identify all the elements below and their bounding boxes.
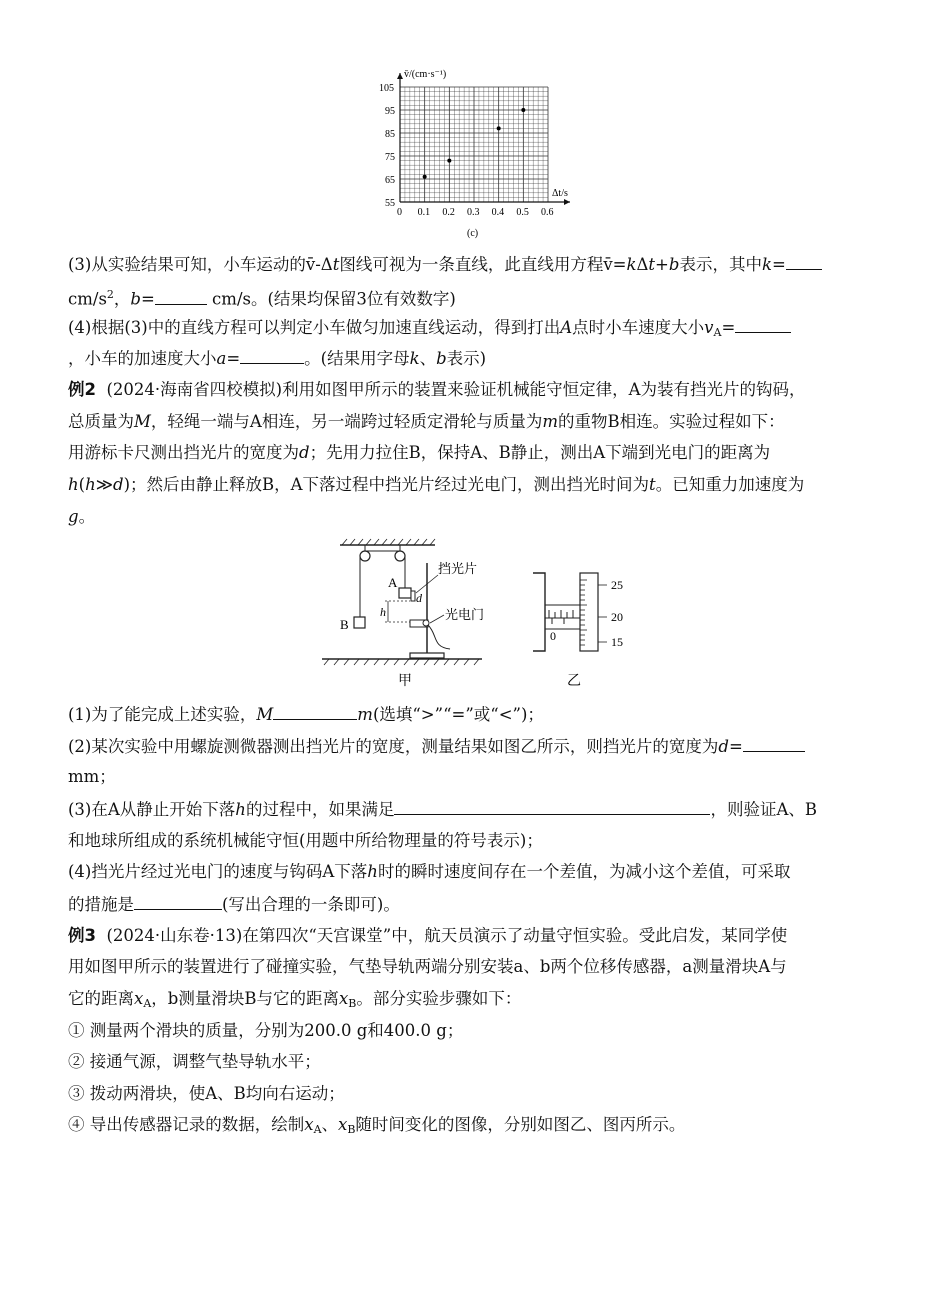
graph-c: [360, 66, 600, 244]
chart-ticks: [379, 83, 554, 218]
answer-blank-b[interactable]: [155, 287, 207, 305]
data-point: [497, 126, 501, 130]
chart-axes: [397, 73, 570, 205]
example-label: 例2: [68, 380, 96, 399]
y-tick-label: 105: [379, 83, 394, 94]
floor-hatch: [324, 659, 479, 665]
ex3-step2: ② 接通气源，调整气垫导轨水平；: [68, 1052, 321, 1071]
answer-blank-compare[interactable]: [273, 702, 357, 720]
label-photogate: 光电门: [445, 607, 485, 622]
ex2-line4: h(h≫d)；然后由静止释放B，A下落过程中挡光片经过光电门，测出挡光时间为t。已知重力加速度为: [68, 475, 805, 494]
y-tick-label: 85: [385, 129, 395, 140]
ex2-line3: 用游标卡尺测出挡光片的宽度为d；先用力拉住B，保持A、B静止，测出A下端到光电门的距离为: [68, 443, 771, 462]
answer-blank-k[interactable]: [786, 252, 822, 270]
ex3-step3: ③ 拨动两滑块，使A、B均向右运动；: [68, 1084, 345, 1103]
ex3-line2: 用如图甲所示的装置进行了碰撞实验，气垫导轨两端分别安装a、b两个位移传感器，a测量滑块A与: [68, 957, 787, 976]
y-tick-label: 95: [385, 106, 395, 117]
y-axis-arrow: [397, 73, 403, 79]
x-axis-arrow: [564, 199, 570, 205]
answer-blank-va[interactable]: [735, 315, 791, 333]
ex3-line3: 它的距离$x_A$，b测量滑块B与它的距离$x_B$。部分实验步骤如下：: [68, 989, 522, 1010]
y-tick-label: 65: [385, 175, 395, 186]
ex2-q1: (1)为了能完成上述实验，M m(选填“>”“=”或“<”)；: [68, 702, 544, 727]
photogate-cable: [428, 625, 450, 649]
ex3-line1: 例3 (2024·山东卷·13)在第四次“天宫课堂”中，航天员演示了动量守恒实验。受此启发，某同学使: [68, 926, 788, 945]
answer-blank-measure[interactable]: [134, 892, 222, 910]
x-tick-label: 0: [397, 207, 402, 218]
y-tick-label: 75: [385, 152, 395, 163]
pulley-left: [360, 551, 370, 561]
weight-b: [354, 617, 365, 628]
label-a: A: [388, 575, 398, 590]
label-b: B: [340, 617, 349, 632]
micrometer-frame: [533, 573, 545, 651]
x-tick-label: 0.5: [516, 207, 529, 218]
sleeve-zero: 0: [550, 629, 556, 643]
x-tick-label: 0.2: [442, 207, 455, 218]
data-point: [423, 175, 427, 179]
answer-blank-d[interactable]: [743, 734, 805, 752]
figure-caption-jia: 甲: [398, 674, 412, 689]
chart-grid: [400, 87, 548, 202]
q3-line2: $cm/s^2$，b= cm/s。(结果均保留3位有效数字): [68, 288, 456, 309]
ex2-q3-line1: (3)在A从静止开始下落h的过程中，如果满足 ，则验证A、B: [68, 797, 817, 822]
ex3-step1: ① 测量两个滑块的质量，分别为200.0 g和400.0 g；: [68, 1021, 464, 1040]
shutter-plate: [411, 591, 415, 601]
x-tick-label: 0.6: [541, 207, 554, 218]
ex2-line1: 例2 (2024·海南省四校模拟)利用如图甲所示的装置来验证机械能守恒定律，A为装有挡光片的钩码，: [68, 380, 806, 399]
q3-line1: (3)从实验结果可知，小车运动的v̄-Δt图线可视为一条直线，此直线用方程v̄=kΔt+b表示，其中k=: [68, 252, 822, 277]
pulley-right: [395, 551, 405, 561]
ex2-line5: g。: [68, 507, 96, 526]
ex2-q4-line2: 的措施是 (写出合理的一条即可)。: [68, 892, 400, 917]
label-shutter: 挡光片: [438, 561, 478, 576]
answer-blank-condition[interactable]: [394, 797, 710, 815]
ex2-line2: 总质量为M，轻绳一端与A相连，另一端跨过轻质定滑轮与质量为m的重物B相连。实验过程如下：: [68, 412, 785, 431]
weight-a: [399, 588, 411, 598]
label-h: h: [380, 605, 386, 619]
figure-jia: [310, 535, 510, 695]
x-tick-label: 0.3: [467, 207, 480, 218]
figure-yi: [525, 565, 645, 693]
x-tick-label: 0.1: [417, 207, 431, 218]
figure-caption-yi: 乙: [567, 674, 581, 689]
thimble-label-15: 15: [611, 635, 623, 649]
label-d: d: [416, 591, 422, 605]
stand-base: [410, 653, 444, 658]
ex3-step4: ④ 导出传感器记录的数据，绘制$x_A$、$x_B$随时间变化的图像，分别如图乙、图丙所示。: [68, 1115, 686, 1136]
q4-line2: ，小车的加速度大小a= 。(结果用字母k、b表示): [68, 346, 486, 371]
example-source: (2024·海南省四校模拟): [106, 380, 283, 399]
thimble-label-25: 25: [611, 578, 623, 592]
ex2-q2-line2: mm；: [68, 767, 116, 786]
x-tick-label: 0.4: [491, 207, 505, 218]
answer-blank-a[interactable]: [240, 346, 304, 364]
ceiling-hatch: [342, 539, 435, 545]
ex2-q3-line2: 和地球所组成的系统机械能守恒(用题中所给物理量的符号表示)；: [68, 831, 543, 850]
sleeve-ticks: [549, 610, 573, 624]
q4-line1: (4)根据(3)中的直线方程可以判定小车做匀加速直线运动，得到打出A点时小车速度大小$v_A=$: [68, 315, 791, 345]
ex2-q2-line1: (2)某次实验中用螺旋测微器测出挡光片的宽度，测量结果如图乙所示，则挡光片的宽度为d=: [68, 734, 805, 759]
x-axis-label: Δt/s: [552, 188, 568, 199]
example-label: 例3: [68, 926, 96, 945]
example-source: (2024·山东卷·13): [106, 926, 243, 945]
graph-caption: (c): [467, 228, 479, 239]
thimble-label-20: 20: [611, 610, 623, 624]
data-point: [447, 159, 451, 163]
ex2-q4-line1: (4)挡光片经过光电门的速度与钩码A下落h时的瞬时速度间存在一个差值，为减小这个差值，可采取: [68, 862, 791, 881]
y-axis-label: v̄/(cm·s⁻¹): [404, 69, 447, 80]
data-point: [521, 108, 525, 112]
y-tick-label: 55: [385, 198, 395, 209]
